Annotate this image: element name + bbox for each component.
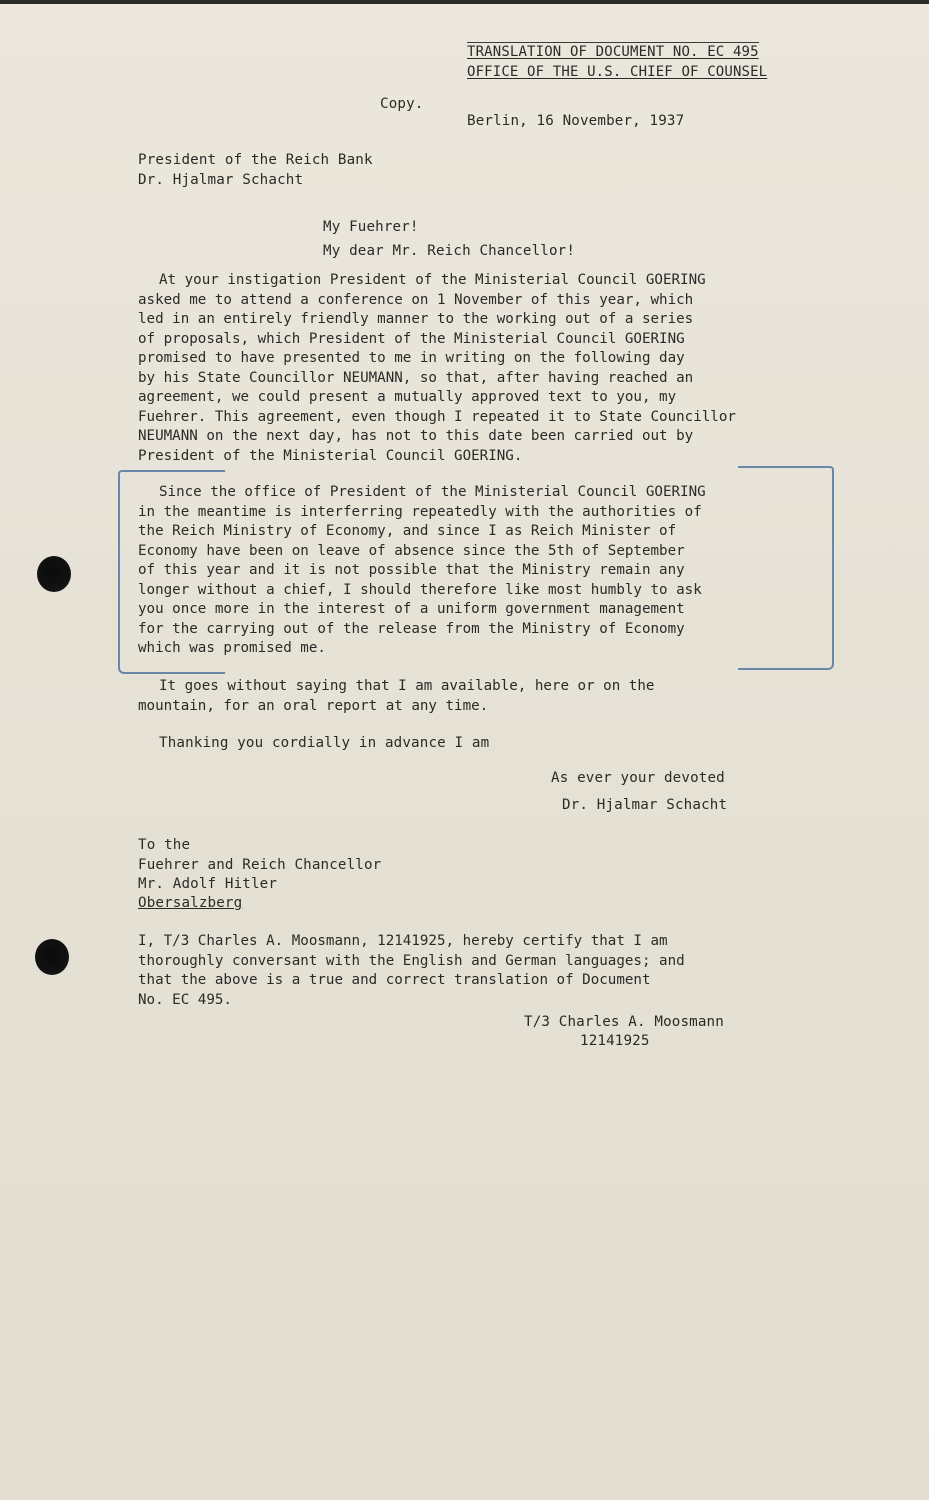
closing-line-1: As ever your devoted: [551, 770, 725, 786]
binder-hole-bottom: [35, 939, 69, 975]
sender-line-1: President of the Reich Bank: [138, 152, 373, 168]
paragraph-line: asked me to attend a conference on 1 November of this year, which: [138, 291, 694, 308]
header-line-1: TRANSLATION OF DOCUMENT NO. EC 495: [467, 42, 759, 62]
copy-label: Copy.: [380, 96, 424, 112]
paragraph-line: Fuehrer. This agreement, even though I repeated it to State Councillor: [138, 408, 736, 425]
certification-line: No. EC 495.: [138, 991, 232, 1008]
paragraph-line: which was promised me.: [138, 640, 326, 656]
paragraph-1: [138, 271, 736, 466]
paragraph-line: by his State Councillor NEUMANN, so that, after having reached an: [138, 369, 694, 386]
paragraph-line: Since the office of President of the Ministerial Council GOERING: [159, 484, 706, 500]
paragraph-line: At your instigation President of the Ministerial Council GOERING: [159, 272, 706, 288]
header-line-2: OFFICE OF THE U.S. CHIEF OF COUNSEL: [467, 64, 768, 80]
paragraph-line: President of the Ministerial Council GOERING.: [138, 447, 523, 464]
sender-line-2: Dr. Hjalmar Schacht: [138, 172, 304, 188]
paragraph-4: Thanking you cordially in advance I am: [159, 735, 490, 751]
recipient-line-4: Obersalzberg: [138, 895, 243, 911]
paragraph-line: Economy have been on leave of absence since the 5th of September: [138, 542, 685, 559]
letter-date: Berlin, 16 November, 1937: [467, 113, 685, 129]
paragraph-line: agreement, we could present a mutually approved text to you, my: [138, 389, 677, 405]
paragraph-line: NEUMANN on the next day, has not to this date been carried out by: [138, 428, 694, 444]
paragraph-line: for the carrying out of the release from the Ministry of Economy: [138, 620, 685, 637]
paragraph-line: mountain, for an oral report at any time.: [138, 697, 489, 714]
paragraph-2: [138, 483, 706, 659]
certification-line: thoroughly conversant with the English and German languages; and: [138, 952, 685, 969]
paragraph-line: longer without a chief, I should therefore like most humbly to ask: [138, 581, 702, 598]
paragraph-line: promised to have presented to me in writing on the following day: [138, 350, 685, 366]
certification-line: I, T/3 Charles A. Moosmann, 12141925, hereby certify that I am: [138, 933, 668, 949]
paragraph-line: the Reich Ministry of Economy, and since I as Reich Minister of: [138, 523, 677, 539]
recipient-line-2: Fuehrer and Reich Chancellor: [138, 857, 382, 873]
paragraph-line: of proposals, which President of the Ministerial Council GOERING: [138, 330, 685, 347]
translator-name: T/3 Charles A. Moosmann: [524, 1014, 724, 1030]
page-top-edge: [0, 0, 929, 4]
certification-line: that the above is a true and correct translation of Document: [138, 972, 651, 988]
translator-serial: 12141925: [580, 1033, 650, 1049]
paragraph-line: in the meantime is interferring repeatedly with the authorities of: [138, 503, 702, 520]
paragraph-line: you once more in the interest of a uniform government management: [138, 601, 685, 617]
binder-hole-top: [37, 556, 71, 592]
closing-signature: Dr. Hjalmar Schacht: [562, 797, 728, 813]
paragraph-line: of this year and it is not possible that the Ministry remain any: [138, 562, 685, 578]
pencil-bracket-right: [738, 466, 834, 670]
recipient-line-3: Mr. Adolf Hitler: [138, 876, 278, 892]
certification-paragraph: [138, 932, 685, 1010]
recipient-line-1: To the: [138, 837, 191, 853]
paragraph-line: led in an entirely friendly manner to the working out of a series: [138, 311, 694, 327]
paragraph-3: [138, 677, 654, 716]
salutation-line-1: My Fuehrer!: [323, 219, 419, 235]
salutation-line-2: My dear Mr. Reich Chancellor!: [323, 243, 576, 259]
paragraph-line: It goes without saying that I am available, here or on the: [159, 678, 655, 694]
